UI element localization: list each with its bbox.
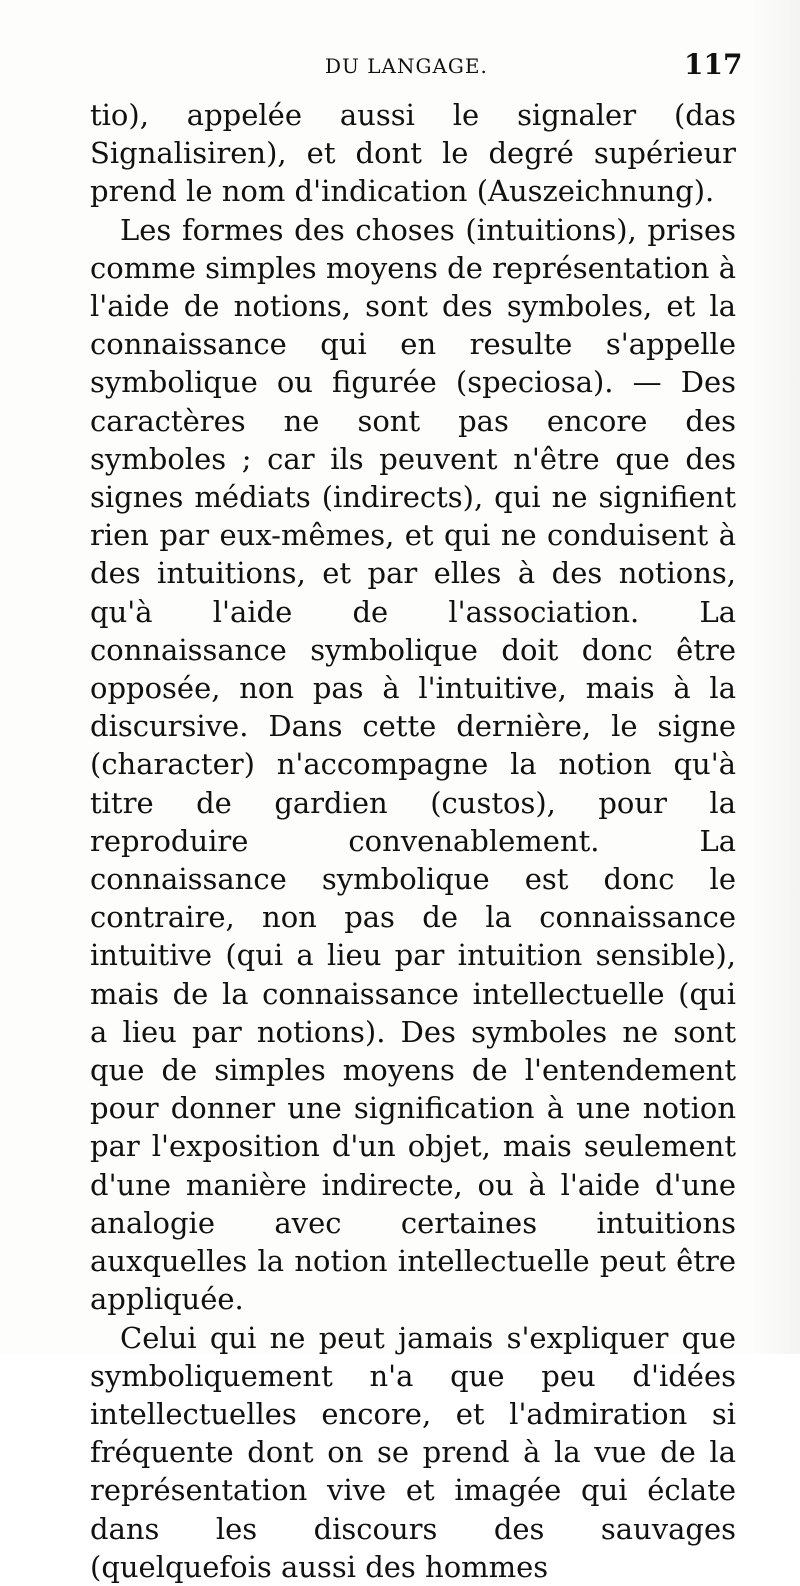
body-text: [90, 96, 736, 1586]
paragraph-continuation: tio), appelée aussi le signaler (das Signalisiren), et dont le degré supérieur prend le nom d'indication (Auszeichnung).: [90, 98, 736, 209]
page-number: 117: [684, 48, 743, 81]
page-header: [0, 48, 800, 88]
paragraph-symbols: Les formes des choses (intuitions), prises comme simples moyens de représentation à l'aide de notions, sont des symboles, et la connaissance qui en resulte s'appelle symbolique ou figurée (speciosa). — Des caractères ne sont pas encore des symboles ; car ils peuvent n'être que des signes médiats (indirects), qui ne signifient rien par eux-mêmes, et qui ne conduisent à des intuitions, et par elles à des notions, qu'à l'aide de l'association. La connaissance symbolique doit donc être opposée, non pas à l'intuitive, mais à la discursive. Dans cette dernière, le signe (character) n'accompagne la notion qu'à titre de gardien (custos), pour la reproduire convenablement. La connaissance symbolique est donc le contraire, non pas de la connaissance intuitive (qui a lieu par intuition sensible), mais de la connaissance intellectuelle (qui a lieu par notions). Des symboles ne sont que de simples moyens de l'entendement pour donner une signification à une notion par l'exposition d'un objet, mais seulement d'une manière indirecte, ou à l'aide d'une analogie avec certaines intuitions auxquelles la notion intellectuelle peut être appliquée.: [90, 212, 736, 1317]
page-edge-shading: [752, 0, 800, 1354]
running-head: DU LANGAGE.: [325, 54, 488, 78]
paragraph-symbolic-explanation: Celui qui ne peut jamais s'expliquer que symboliquement n'a que peu d'idées intellectuelles encore, et l'admiration si fréquente dont on se prend à la vue de la représentation vive et imagée qui éclate dans les discours des sauvages (quelquefois aussi des hommes: [90, 1320, 736, 1584]
